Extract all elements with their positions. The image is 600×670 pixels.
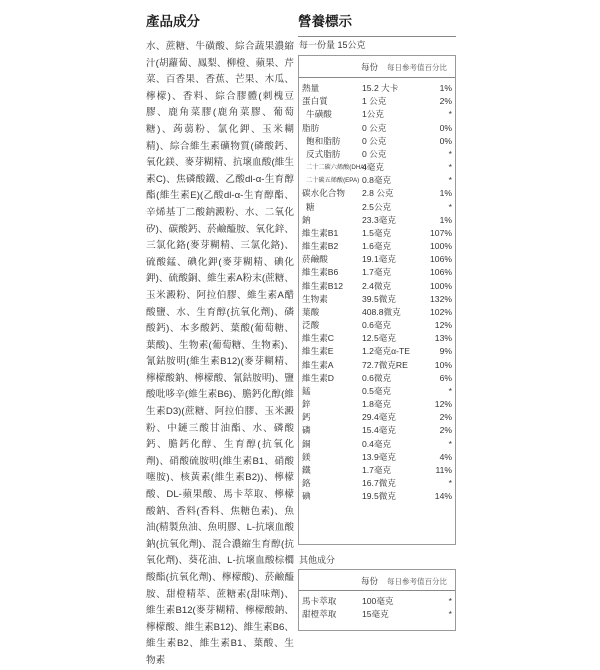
nutrient-amount: 29.4毫克 bbox=[362, 412, 396, 423]
nutrient-amount: 0.6微克 bbox=[362, 372, 392, 383]
nutrient-name: 鈣 bbox=[302, 412, 311, 423]
nutrient-daily-value: 1% bbox=[439, 83, 452, 93]
nutrient-name: 泛酸 bbox=[302, 320, 320, 331]
nutrient-amount: 0.5毫克 bbox=[362, 385, 392, 396]
nutrient-name: 維生素D bbox=[302, 372, 334, 383]
nutrient-name: 磷 bbox=[302, 425, 311, 436]
nutrient-name: 菸鹼酸 bbox=[302, 254, 328, 265]
nutrient-amount: 23.3毫克 bbox=[362, 214, 396, 225]
nutrient-name: 鎂 bbox=[302, 451, 311, 462]
nutrient-name: 銅 bbox=[302, 438, 311, 449]
nutrient-daily-value: * bbox=[448, 148, 452, 159]
nutrient-daily-value: 1% bbox=[439, 214, 452, 225]
nutrient-daily-value: 11% bbox=[435, 464, 452, 475]
nutrient-amount: 15.4毫克 bbox=[362, 425, 396, 436]
nutrient-name: 錳 bbox=[302, 385, 311, 396]
ingredients-title: 產品成分 bbox=[146, 14, 200, 29]
nutrient-daily-value: * bbox=[448, 438, 452, 449]
nutrient-name: 維生素E bbox=[302, 346, 334, 357]
nutrient-amount: 1 公克 bbox=[362, 96, 387, 107]
table-row bbox=[299, 438, 455, 451]
table-row bbox=[299, 280, 455, 293]
nutrient-daily-value: 0% bbox=[439, 122, 452, 133]
nutrient-amount: 2.8 公克 bbox=[362, 188, 394, 199]
nutrient-name: 熱量 bbox=[302, 83, 320, 93]
nutrient-daily-value: * bbox=[448, 478, 452, 489]
nutrient-amount: 2.5公克 bbox=[362, 201, 392, 212]
other-daily-value-header: 每日參考值百分比 bbox=[387, 577, 447, 586]
nutrient-daily-value: * bbox=[448, 385, 452, 396]
nutrient-amount: 0 公克 bbox=[362, 122, 387, 133]
nutrient-name: 葉酸 bbox=[302, 306, 320, 317]
nutrient-daily-value: * bbox=[448, 175, 452, 186]
nutrient-name: 脂肪 bbox=[302, 122, 320, 133]
nutrient-amount: 0 公克 bbox=[362, 135, 387, 146]
table-row bbox=[299, 306, 455, 319]
table-row bbox=[299, 359, 455, 372]
nutrient-amount: 1.7毫克 bbox=[362, 464, 392, 475]
nutrition-section bbox=[298, 12, 456, 631]
nutrient-amount: 1.7毫克 bbox=[362, 267, 392, 278]
nutrient-name: 鉻 bbox=[302, 478, 311, 489]
nutrient-name: 二十二碳六烯酸(DHA) bbox=[306, 164, 367, 172]
table-row bbox=[299, 187, 455, 200]
nutrient-daily-value: 6% bbox=[439, 372, 452, 383]
table-row bbox=[299, 411, 455, 424]
table-row bbox=[299, 214, 455, 227]
other-ingredients-table bbox=[298, 569, 456, 631]
nutrient-name: 生物素 bbox=[302, 293, 328, 304]
table-row bbox=[299, 424, 455, 437]
nutrient-amount: 1.8毫克 bbox=[362, 399, 392, 410]
nutrient-name: 甜橙萃取 bbox=[302, 609, 337, 620]
nutrient-daily-value: 107% bbox=[430, 227, 452, 238]
nutrient-amount: 0.6毫克 bbox=[362, 320, 392, 331]
nutrition-table bbox=[298, 55, 456, 545]
nutrient-amount: 16.7微克 bbox=[362, 478, 396, 489]
nutrient-name: 鈉 bbox=[302, 214, 311, 225]
nutrient-name: 維生素A bbox=[302, 359, 334, 370]
nutrient-daily-value: * bbox=[448, 596, 452, 606]
nutrient-name: 糖 bbox=[306, 201, 315, 212]
nutrient-name: 牛磺酸 bbox=[306, 109, 332, 120]
table-row bbox=[299, 82, 455, 95]
nutrition-rows bbox=[299, 78, 455, 504]
table-row bbox=[299, 201, 455, 214]
nutrient-daily-value: 132% bbox=[430, 293, 452, 304]
serving-size: 每一份量 15公克 bbox=[298, 36, 456, 55]
nutrient-name: 碳水化合物 bbox=[302, 188, 345, 199]
nutrient-name: 鐵 bbox=[302, 464, 311, 475]
nutrient-daily-value: 12% bbox=[434, 399, 452, 410]
nutrient-amount: 4毫克 bbox=[362, 162, 384, 173]
ingredients-text: 水、蔗糖、牛磺酸、綜合蔬果濃縮汁(胡蘿蔔、鳳梨、柳橙、蘋果、芹菜、百香果、香蕉、芒果、木瓜、檸檬)、香料、綜合膠體(刺槐豆膠、鹿角菜膠(鹿角菜膠、葡萄糖)、蒟蒻粉、氯化鉀、玉米糊精)、綜合維生素礦物質(磷酸鈣、氧化鎂、麥芽糊精、抗壞血酸(維生素C)、焦磷酸鐵、乙酸dl-α-生育醇酯(維生素E)(乙酸dl-α-生育醇酯、辛烯基丁二酸鈉澱粉、水、二氧化矽)、碳酸鈣、菸鹼醯胺、氧化鋅、三氯化鉻(麥芽糊精、三氯化鉻)、硫酸錳、碘化鉀(麥芽糊精、碘化鉀)、硫酸銅、維生素A粉末(蔗糖、玉米澱粉、阿拉伯膠、維生素A醋酸鹽、水、生育醇(抗氧化劑)、磷酸鈣)、本多酸鈣、葉酸(葡萄糖、葉酸)、生物素(葡萄糖、生物素)、氰鈷胺明(維生素B12)(麥芽糊精、檸檬酸鈉、檸檬酸、氰鈷胺明)、鹽酸吡哆辛(維生素B6)、膽鈣化醇(維生素D3)(蔗糖、阿拉伯膠、玉米澱粉、中鏈三酸甘油酯、水、磷酸鈣、膽鈣化醇、生育醇(抗氧化劑)、硝酸硫胺明(維生素B1、硝酸噻胺)、核黃素(維生素B2))、檸檬酸、DL-蘋果酸、馬卡萃取、檸檬酸鈉、香料(香料、焦糖色素)、魚油(精製魚油、魚明膠、L-抗壞血酸鈉(抗氧化劑)、混合濃縮生育醇(抗氧化劑)、葵花油、L-抗壞血酸棕櫚酸酯(抗氧化劑)、檸檬酸)、菸鹼醯胺、甜橙精萃、蔗糖素(甜味劑)、維生素B12(麥芽糊精、檸檬酸鈉、檸檬酸、維生素B12)、維生素B6、維生素B2、維生素B1、葉酸、生物素 bbox=[146, 41, 294, 666]
nutrient-daily-value: 9% bbox=[439, 346, 452, 357]
table-row bbox=[299, 148, 455, 161]
nutrient-name: 二十碳五烯酸(EPA) bbox=[306, 177, 360, 185]
table-row bbox=[299, 385, 455, 398]
nutrition-table-header bbox=[299, 56, 455, 78]
table-row bbox=[299, 161, 455, 174]
daily-value-header: 每日參考值百分比 bbox=[387, 63, 447, 72]
nutrient-name: 維生素B1 bbox=[302, 227, 339, 238]
nutrient-amount: 19.1毫克 bbox=[362, 254, 396, 265]
other-table-header bbox=[299, 570, 455, 591]
nutrient-daily-value: * bbox=[448, 109, 452, 120]
nutrient-amount: 0.8毫克 bbox=[362, 175, 392, 186]
nutrient-amount: 408.8微克 bbox=[362, 306, 401, 317]
nutrient-name: 碘 bbox=[302, 491, 311, 502]
nutrient-daily-value: 2% bbox=[439, 425, 452, 436]
nutrient-daily-value: 2% bbox=[439, 412, 452, 423]
table-row bbox=[299, 135, 455, 148]
nutrient-amount: 0 公克 bbox=[362, 148, 387, 159]
nutrient-daily-value: 4% bbox=[439, 451, 452, 462]
nutrient-name: 鋅 bbox=[302, 399, 311, 410]
nutrient-amount: 15.2 大卡 bbox=[362, 83, 399, 93]
table-row bbox=[299, 108, 455, 121]
nutrient-amount: 13.9毫克 bbox=[362, 451, 396, 462]
nutrient-name: 反式脂肪 bbox=[306, 148, 341, 159]
table-row bbox=[299, 95, 455, 108]
nutrient-daily-value: 13% bbox=[434, 333, 452, 344]
nutrient-amount: 100毫克 bbox=[362, 596, 394, 606]
nutrient-amount: 72.7微克RE bbox=[362, 359, 408, 370]
nutrient-amount: 1公克 bbox=[362, 109, 384, 120]
table-row bbox=[299, 319, 455, 332]
nutrition-title: 營養標示 bbox=[298, 14, 352, 29]
nutrient-daily-value: 106% bbox=[430, 254, 452, 265]
nutrient-daily-value: 10% bbox=[434, 359, 452, 370]
nutrient-daily-value: * bbox=[448, 201, 452, 212]
nutrient-amount: 0.4毫克 bbox=[362, 438, 392, 449]
nutrient-name: 維生素B6 bbox=[302, 267, 339, 278]
nutrient-amount: 39.5微克 bbox=[362, 293, 396, 304]
nutrient-name: 馬卡萃取 bbox=[302, 596, 337, 606]
table-row bbox=[299, 595, 455, 608]
table-row bbox=[299, 253, 455, 266]
table-row bbox=[299, 464, 455, 477]
table-row bbox=[299, 240, 455, 253]
nutrient-amount: 1.6毫克 bbox=[362, 241, 392, 252]
nutrient-amount: 1.5毫克 bbox=[362, 227, 392, 238]
nutrient-amount: 19.5微克 bbox=[362, 491, 396, 502]
nutrient-amount: 2.4微克 bbox=[362, 280, 392, 291]
nutrient-amount: 1.2毫克α-TE bbox=[362, 346, 410, 357]
nutrient-daily-value: 0% bbox=[439, 135, 452, 146]
nutrient-amount: 15毫克 bbox=[362, 609, 389, 620]
table-row bbox=[299, 227, 455, 240]
other-ingredients-title: 其他成分 bbox=[299, 555, 336, 565]
nutrient-daily-value: 12% bbox=[434, 320, 452, 331]
nutrient-amount: 12.5毫克 bbox=[362, 333, 396, 344]
nutrient-name: 維生素B2 bbox=[302, 241, 339, 252]
nutrient-daily-value: 106% bbox=[430, 267, 452, 278]
table-row bbox=[299, 174, 455, 187]
nutrient-name: 飽和脂肪 bbox=[306, 135, 341, 146]
other-per-serving-header: 每份 bbox=[361, 576, 379, 586]
table-row bbox=[299, 293, 455, 306]
nutrient-daily-value: 100% bbox=[430, 241, 452, 252]
nutrient-name: 維生素C bbox=[302, 333, 334, 344]
ingredients-section bbox=[146, 12, 294, 670]
table-row bbox=[299, 266, 455, 279]
nutrient-daily-value: * bbox=[448, 162, 452, 173]
table-row bbox=[299, 490, 455, 503]
nutrient-name: 蛋白質 bbox=[302, 96, 328, 107]
table-row bbox=[299, 398, 455, 411]
other-rows bbox=[299, 591, 455, 621]
nutrient-name: 維生素B12 bbox=[302, 280, 344, 291]
nutrient-daily-value: 14% bbox=[434, 491, 452, 502]
per-serving-header: 每份 bbox=[361, 62, 379, 72]
table-row bbox=[299, 122, 455, 135]
nutrient-daily-value: * bbox=[448, 609, 452, 620]
table-row bbox=[299, 477, 455, 490]
table-row bbox=[299, 345, 455, 358]
nutrient-daily-value: 1% bbox=[439, 188, 452, 199]
nutrient-daily-value: 102% bbox=[430, 306, 452, 317]
table-row bbox=[299, 332, 455, 345]
table-row bbox=[299, 451, 455, 464]
table-row bbox=[299, 608, 455, 621]
table-row bbox=[299, 372, 455, 385]
nutrient-daily-value: 100% bbox=[430, 280, 452, 291]
nutrient-daily-value: 2% bbox=[439, 96, 452, 107]
